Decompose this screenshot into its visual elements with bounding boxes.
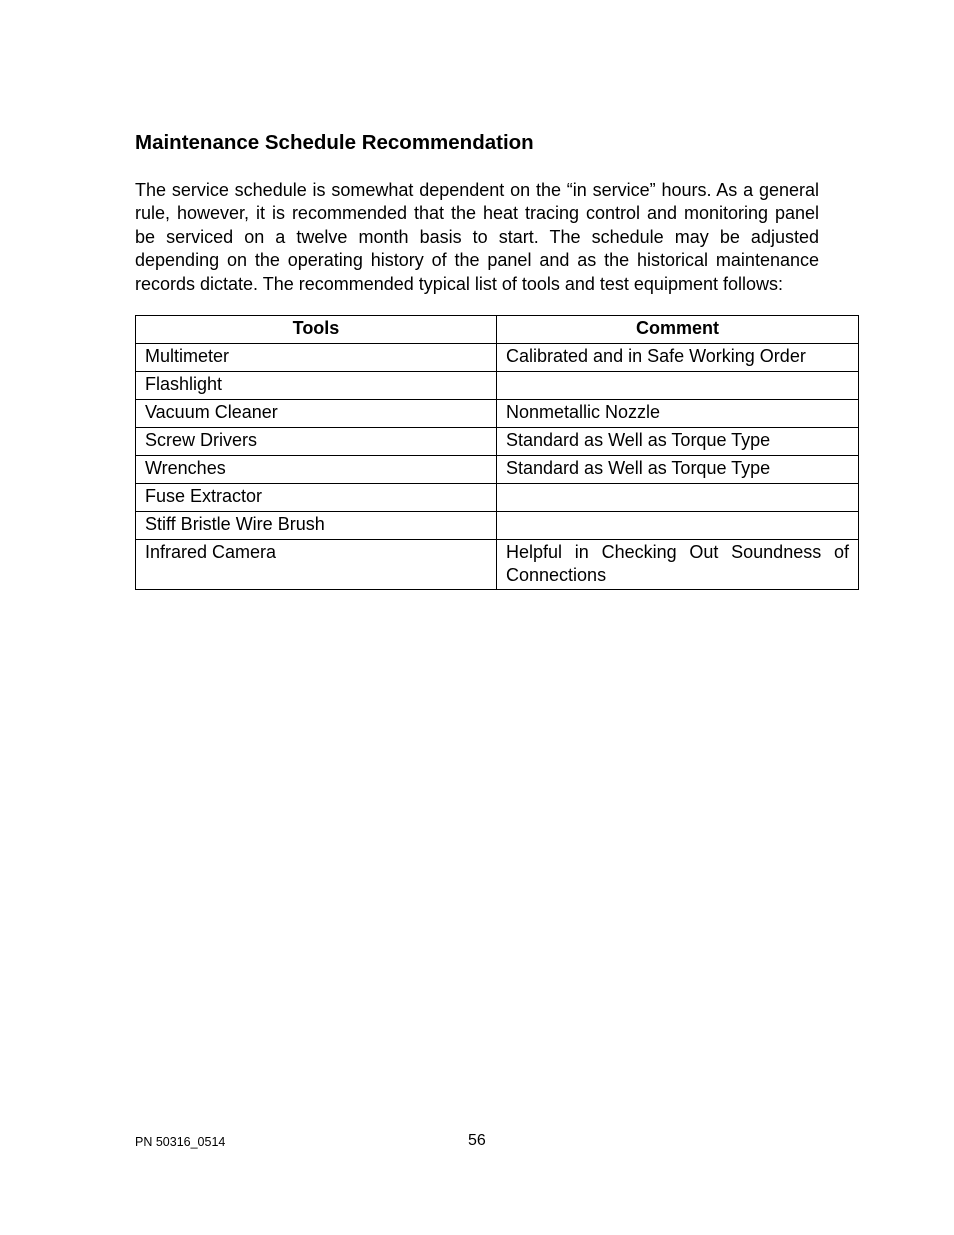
header-tools: Tools xyxy=(136,316,497,344)
table-row xyxy=(136,372,859,400)
tool-cell: Multimeter xyxy=(136,344,497,372)
table-row xyxy=(136,456,859,484)
table-row xyxy=(136,344,859,372)
tool-cell: Infrared Camera xyxy=(136,540,497,590)
comment-cell xyxy=(497,484,859,512)
table-row xyxy=(136,484,859,512)
tool-cell: Flashlight xyxy=(136,372,497,400)
section-title: Maintenance Schedule Recommendation xyxy=(135,131,534,154)
tool-cell: Fuse Extractor xyxy=(136,484,497,512)
comment-cell: Standard as Well as Torque Type xyxy=(497,456,859,484)
tool-cell: Vacuum Cleaner xyxy=(136,400,497,428)
tools-table xyxy=(135,315,859,590)
comment-cell xyxy=(497,512,859,540)
comment-cell: Helpful in Checking Out Soundness of Connections xyxy=(497,540,859,590)
footer-part-number: PN 50316_0514 xyxy=(135,1135,226,1149)
footer-page-number: 56 xyxy=(468,1132,486,1149)
tool-cell: Stiff Bristle Wire Brush xyxy=(136,512,497,540)
comment-cell xyxy=(497,372,859,400)
section-paragraph: The service schedule is somewhat dependent on the “in service” hours. As a general rule, however, it is recommended that the heat tracing control and monitoring panel be serviced on a twelve month basis to start. The schedule may be adjusted depending on the operating history of the panel and as the historical maintenance records dictate. The recommended typical list of tools and test equipment follows: xyxy=(135,180,819,294)
comment-cell: Calibrated and in Safe Working Order xyxy=(497,344,859,372)
table-row xyxy=(136,428,859,456)
comment-cell: Nonmetallic Nozzle xyxy=(497,400,859,428)
table-row xyxy=(136,512,859,540)
header-comment: Comment xyxy=(497,316,859,344)
comment-cell: Standard as Well as Torque Type xyxy=(497,428,859,456)
table-row xyxy=(136,540,859,590)
table-row xyxy=(136,400,859,428)
tool-cell: Screw Drivers xyxy=(136,428,497,456)
table-header-row xyxy=(136,316,859,344)
tool-cell: Wrenches xyxy=(136,456,497,484)
